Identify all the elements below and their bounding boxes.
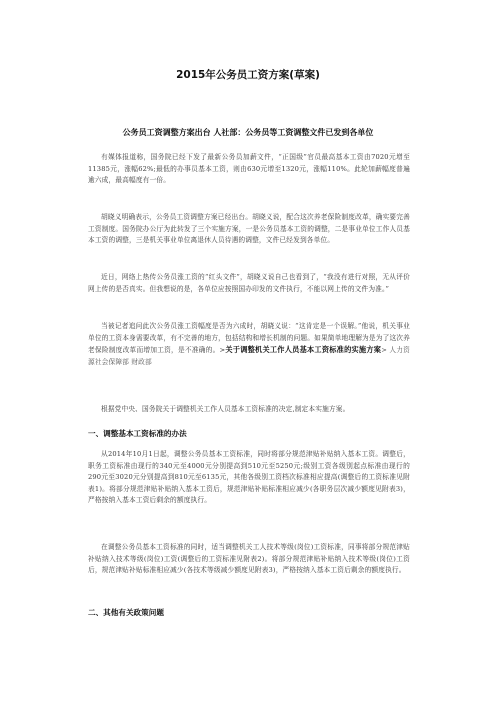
paragraph-media-report: 有媒体报道称，国务院已经下发了最新公务员加薪文件，“正国级”官员最高基本工资由7020元增至11385元，涨幅62%;最低的办事员基本工资，则由630元增至1320元，涨幅110%。此轮加薪幅度普遍逾六成，最高幅度有一倍。 — [88, 153, 410, 184]
paragraph-hu-xiaoyi-statement: 胡晓义明确表示，公务员工资调整方案已经出台。胡晓义说，配合这次养老保险制度改革，确实要完善工资制度。国务院办公厅为此转发了三个实施方案，一是公务员基本工资的调整，二是事业单位工作人员基本工资的调整，三是机关事业单位离退休人员待遇的调整，文件已经发到各单位。 — [88, 213, 410, 244]
paragraph-worker-wages: 在调整公务员基本工资标准的同时，适当调整机关工人技术等级(岗位)工资标准，同事将部分规范津贴补贴纳入技术等级(岗位)工资(调整后的工资标准见附表2)。将部分规范津贴补贴纳入技术等级(岗位)工资后，规范津贴补贴标准相应减少(各技术等级减少额度见附表3)，严格按纳入基本工资后剩余的额度执行。 — [88, 543, 410, 574]
section-heading-other-policies: 二、其他有关政策问题 — [88, 608, 164, 617]
section-heading-adjustment-method: 一、调整基本工资标准的办法 — [88, 429, 187, 438]
document-subtitle: 公务员工资调整方案出台 人社部：公务员等工资调整文件已发到各单位 — [122, 128, 374, 137]
paragraph-salary-adjustment: 从2014年10月1日起，调整公务员基本工资标准，同时将部分规范津贴补贴纳入基本工资。调整后，职务工资标准由现行的340元至4000元分别提高到510元至5250元;级别工资各级别起点标准由现行的290元至3020元分别提高到810元至6135元，其他各级别工资档次标准相应提高(调整后的工资标准见附表1)。将部分规范津贴补贴纳入基本工资后，规范津贴补贴标准相应减少(各职务层次减少额度见附表3)，严格按纳入基本工资后剩余的额度执行。 — [88, 450, 410, 504]
paragraph-red-header-document: 近日，网络上热传公务员涨工资的“红头文件”，胡晓义说自己也看到了，“我没有进行对照，无从评价网上传的是否真实。但我想说的是，各单位应按照国办印发的文件执行，不能以网上传的文件为准。” — [88, 273, 410, 293]
implementation-plan-title: 关于调整机关工作人员基本工资标准的实施方案 — [225, 345, 382, 354]
paragraph-basis: 根据党中央、国务院关于调整机关工作人员基本工资标准的决定,制定本实施方案。 — [101, 405, 350, 413]
paragraph-misunderstanding — [88, 321, 410, 368]
paragraph-misunderstanding-text: 当被记者追问此次公务员涨工资幅度是否为六成时，胡晓义说：“这肯定是一个误解。”他说，机关事业单位的工资本身需要改革，有不完善的地方，包括结构和增长机制的问题。如果简单地理解为是为了这次养老保险制度改革而增加工资，是不准确的。> — [88, 322, 410, 354]
issuing-departments: > 人力资源社会保障部 财政部 — [88, 346, 410, 366]
document-title: 2015年公务员工资方案(草案) — [176, 69, 320, 81]
